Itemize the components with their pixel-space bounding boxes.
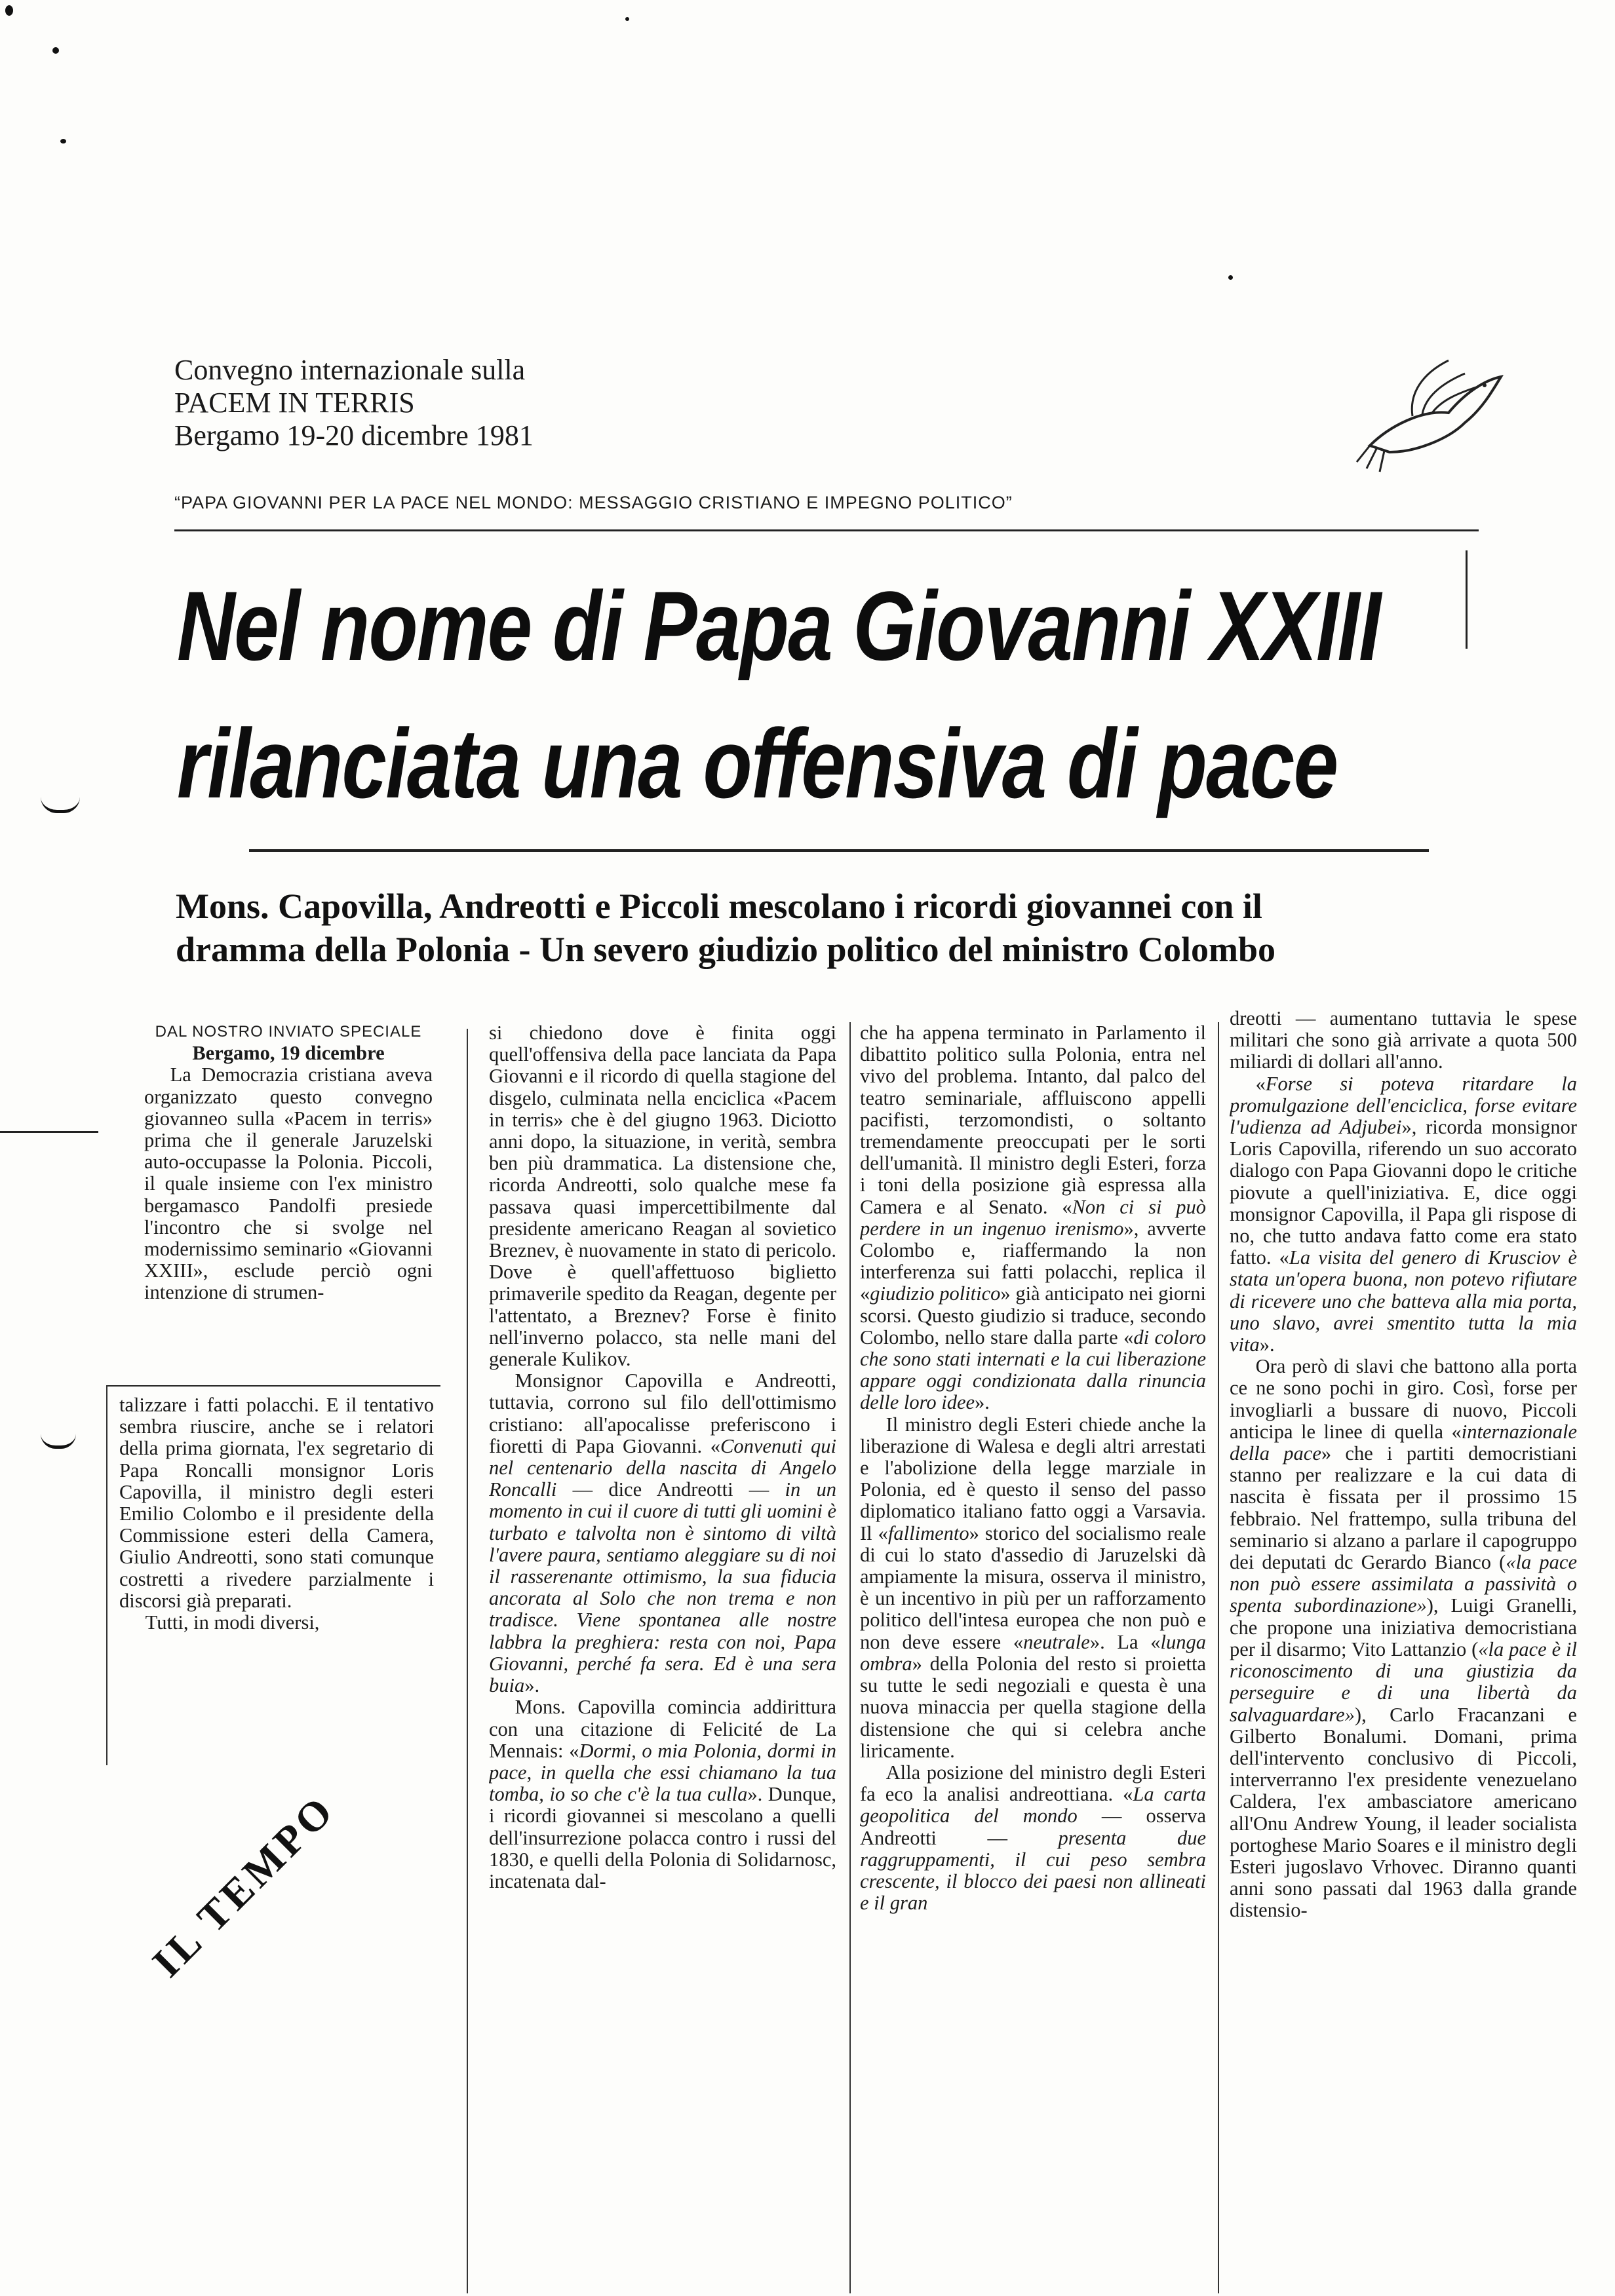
margin-mark bbox=[41, 797, 80, 813]
paragraph: che ha appena terminato in Parlamento il dibattito politico sulla Polonia, entra nel vivo del problema. Intanto, dal palco del teatro seminariale, affluiscono appelli pacifisti, terzomondisti, o soltanto tremendamente preoccupati per le sorti dell'umanità. Il ministro degli Esteri, forza i toni della posizione già espressa alla Camera e al Senato. «Non ci si può perdere in un ingenuo irenismo», avverte Colombo e, riaffermando la non interferenza sui fatti polacchi, replica il «giudizio politico» già anticipato nei giorni scorsi. Questo giudizio si traduce, secondo Colombo, nello stare dalla parte «di coloro che sono stati internati e la cui liberazione appare oggi condizionata dalla rinuncia delle loro idee». bbox=[860, 1022, 1206, 1414]
conference-motto: “PAPA GIOVANNI PER LA PACE NEL MONDO: MESSAGGIO CRISTIANO E IMPEGNO POLITICO” bbox=[174, 493, 1013, 512]
byline: DAL NOSTRO INVIATO SPECIALE bbox=[155, 1023, 422, 1041]
dateline: Bergamo, 19 dicembre bbox=[192, 1042, 385, 1065]
scan-speck bbox=[60, 139, 66, 144]
article-column-1b bbox=[119, 1394, 434, 1761]
dove-icon bbox=[1350, 347, 1508, 478]
headline-line-2: rilanciata una offensiva di pace bbox=[177, 708, 1338, 818]
box-top-rule bbox=[106, 1385, 440, 1387]
box-left-rule bbox=[106, 1385, 107, 1765]
paragraph: talizzare i fatti polacchi. E il tentativo sembra riuscire, anche se i relatori della prima giornata, l'ex segretario di Papa Roncalli monsignor Loris Capovilla, il ministro degli esteri Emilio Colombo e il presidente della Commissione esteri della Camera, Giulio Andreotti, sono stati comunque costretti a rivedere parzialmente i discorsi già preparati. bbox=[119, 1394, 434, 1612]
paragraph: Tutti, in modi diversi, bbox=[145, 1611, 320, 1634]
paragraph: Alla posizione del ministro degli Esteri fa eco la analisi andreottiana. «La carta geopolitica del mondo — osserva Andreotti — presenta due raggruppamenti, il cui peso sembra crescente, il blocco dei paesi non allineati e il gran bbox=[860, 1761, 1206, 1915]
paragraph: Ora però di slavi che battono alla porta ce ne sono pochi in giro. Così, forse per invogliarli a bussare di nuovo, Piccoli anticipa le linee di quella «internazionale della pace» che i partiti democristiani stanno per realizzare e la cui data di nascita è fissata per il prossimo 15 febbraio. Nel frattempo, sulla tribuna del seminario si alzano a parlare il capogruppo dei deputati dc Gerardo Bianco («la pace non può essere assimilata a passività o spenta subordinazione»), Luigi Granelli, che propone una iniziativa democristiana per il disarmo; Vito Lattanzio («la pace è il riconoscimento di una giustizia da perseguire e di una libertà da salvaguardare»), Carlo Fracanzani e Gilberto Bonalumi. Domani, prima dell'intervento conclusivo di Piccoli, interverranno l'ex presidente venezuelano Caldera, l'ex ambasciatore americano all'Onu Andrew Young, il leader socialista portoghese Mario Soares e il ministro degli Esteri jugoslavo Vrhovec. Diranno quanti anni sono passati dal 1963 dalla grande distensio- bbox=[1230, 1355, 1577, 1922]
edge-mark bbox=[1466, 550, 1468, 649]
column-rule bbox=[467, 1029, 468, 2293]
scan-speck bbox=[52, 47, 59, 54]
paragraph: dreotti — aumentano tuttavia le spese militari che sono già arrivate a quota 500 miliardi di dollari all'anno. bbox=[1230, 1008, 1577, 1073]
newspaper-stamp: IL TEMPO bbox=[143, 1786, 344, 1986]
article-column-4 bbox=[1230, 1008, 1577, 2296]
column-rule bbox=[849, 1022, 851, 2293]
conference-dates: Bergamo 19-20 dicembre 1981 bbox=[174, 419, 534, 451]
article-column-2 bbox=[489, 1022, 836, 2296]
top-divider bbox=[174, 529, 1479, 531]
scan-speck bbox=[625, 17, 629, 21]
paragraph: Monsignor Capovilla e Andreotti, tuttavia, corrono sul filo dell'ottimismo cristiano: all'apocalisse preferiscono i fioretti di Papa Giovanni. «Convenuti qui nel centenario della nascita di Angelo Roncalli — dice Andreotti — in un momento in cui il cuore di tutti gli uomini è turbato e talvolta non è sintomo di viltà l'avere paura, sentiamo aleggiare su di noi il rasserenante ottimismo, la sua fiducia ancorata al Solo che non trema e non tradisce. Viene spontanea alle nostre labbra la preghiera: resta con noi, Papa Giovanni, perché fa sera. Ed è una sera buia». bbox=[489, 1369, 836, 1697]
paragraph: La Democrazia cristiana aveva organizzato questo convegno giovanneo sulla «Pacem in terris» prima che il generale Jaruzelski auto-occupasse la Polonia. Piccoli, il quale insieme con l'ex ministro bergamasco Pandolfi presiede l'incontro che si svolge nel modernissimo seminario «Giovanni XXIII», esclude perciò ogni intenzione di strumen- bbox=[144, 1063, 433, 1304]
conference-name: PACEM IN TERRIS bbox=[174, 387, 415, 419]
margin-mark bbox=[0, 1131, 98, 1133]
paragraph: «Forse si poteva ritardare la promulgazione dell'enciclica, forse evitare l'udienza ad Adjubei», ricorda monsignor Loris Capovilla, riferendo un suo accorato dialogo con Papa Giovanni dopo le critiche piovute a quell'iniziativa. E, dice oggi monsignor Capovilla, il Papa gli rispose di no, che tutto andava fatto come era stato fatto. «La visita del genero di Krusciov è stata un'opera buona, non potevo rifiutare di ricevere uno che batteva alla mia porta, uno slavo, avrei smentito tutta la mia vita». bbox=[1230, 1072, 1577, 1356]
article-column-3 bbox=[860, 1022, 1206, 2296]
headline-underline bbox=[249, 849, 1429, 852]
paragraph: Il ministro degli Esteri chiede anche la liberazione di Walesa e degli altri arrestati e l'abolizione della legge marziale in Polonia, ed è questo il senso del passo diplomatico italiano fatto oggi a Varsavia. Il «fallimento» storico del socialismo reale di cui lo stato d'assedio di Jaruzelski dà ampiamente la misura, osserva il ministro, è un incentivo in più per un rafforzamento politico dell'intesa europea che non può e non deve essere «neutrale». La «lunga ombra» della Polonia del resto si proietta su tutte le sedi negoziali e questa è una nuova minaccia per quella stagione della distensione che qui si celebra anche liricamente. bbox=[860, 1413, 1206, 1762]
subheadline-line-2: dramma della Polonia - Un severo giudizio politico del ministro Colombo bbox=[176, 930, 1276, 969]
scan-speck bbox=[1228, 275, 1233, 280]
article-column-1 bbox=[144, 1021, 433, 1362]
paragraph: Mons. Capovilla comincia addirittura con una citazione di Felicité de La Mennais: «Dormi, o mia Polonia, dormi in pace, in quella che essi chiamano la tua tomba, io so che c'è la tua culla». Dunque, i ricordi giovannei si mescolano a quelli dell'insurrezione polacca contro i russi del 1830, e quelli della Polonia di Solidarnosc, incatenata dal- bbox=[489, 1696, 836, 1892]
paragraph: si chiedono dove è finita oggi quell'offensiva della pace lanciata da Papa Giovanni e il ricordo di quella stagione del disgelo, culminata nella enciclica «Pacem in terris» che è del giugno 1963. Diciotto anni dopo, la situazione, in verità, sembra ben più drammatica. La distensione che, ricorda Andreotti, solo qualche mese fa passava quasi impercettibilmente dal presidente americano Reagan al sovietico Breznev, è nuovamente in stato di pericolo. Dove è quell'affettuoso biglietto primaverile spedito da Reagan, degente per l'attentato, a Breznev? Forse è finito nell'inverno polacco, sta nelle mani del generale Kulikov. bbox=[489, 1022, 836, 1371]
scan-speck bbox=[5, 5, 13, 16]
subheadline-line-1: Mons. Capovilla, Andreotti e Piccoli mescolano i ricordi giovannei con il bbox=[176, 887, 1262, 926]
headline-line-1: Nel nome di Papa Giovanni XXIII bbox=[177, 571, 1380, 681]
column-rule bbox=[1218, 1022, 1219, 2293]
margin-mark bbox=[41, 1434, 76, 1449]
conference-header bbox=[174, 354, 534, 452]
conference-title: Convegno internazionale sulla bbox=[174, 354, 526, 386]
